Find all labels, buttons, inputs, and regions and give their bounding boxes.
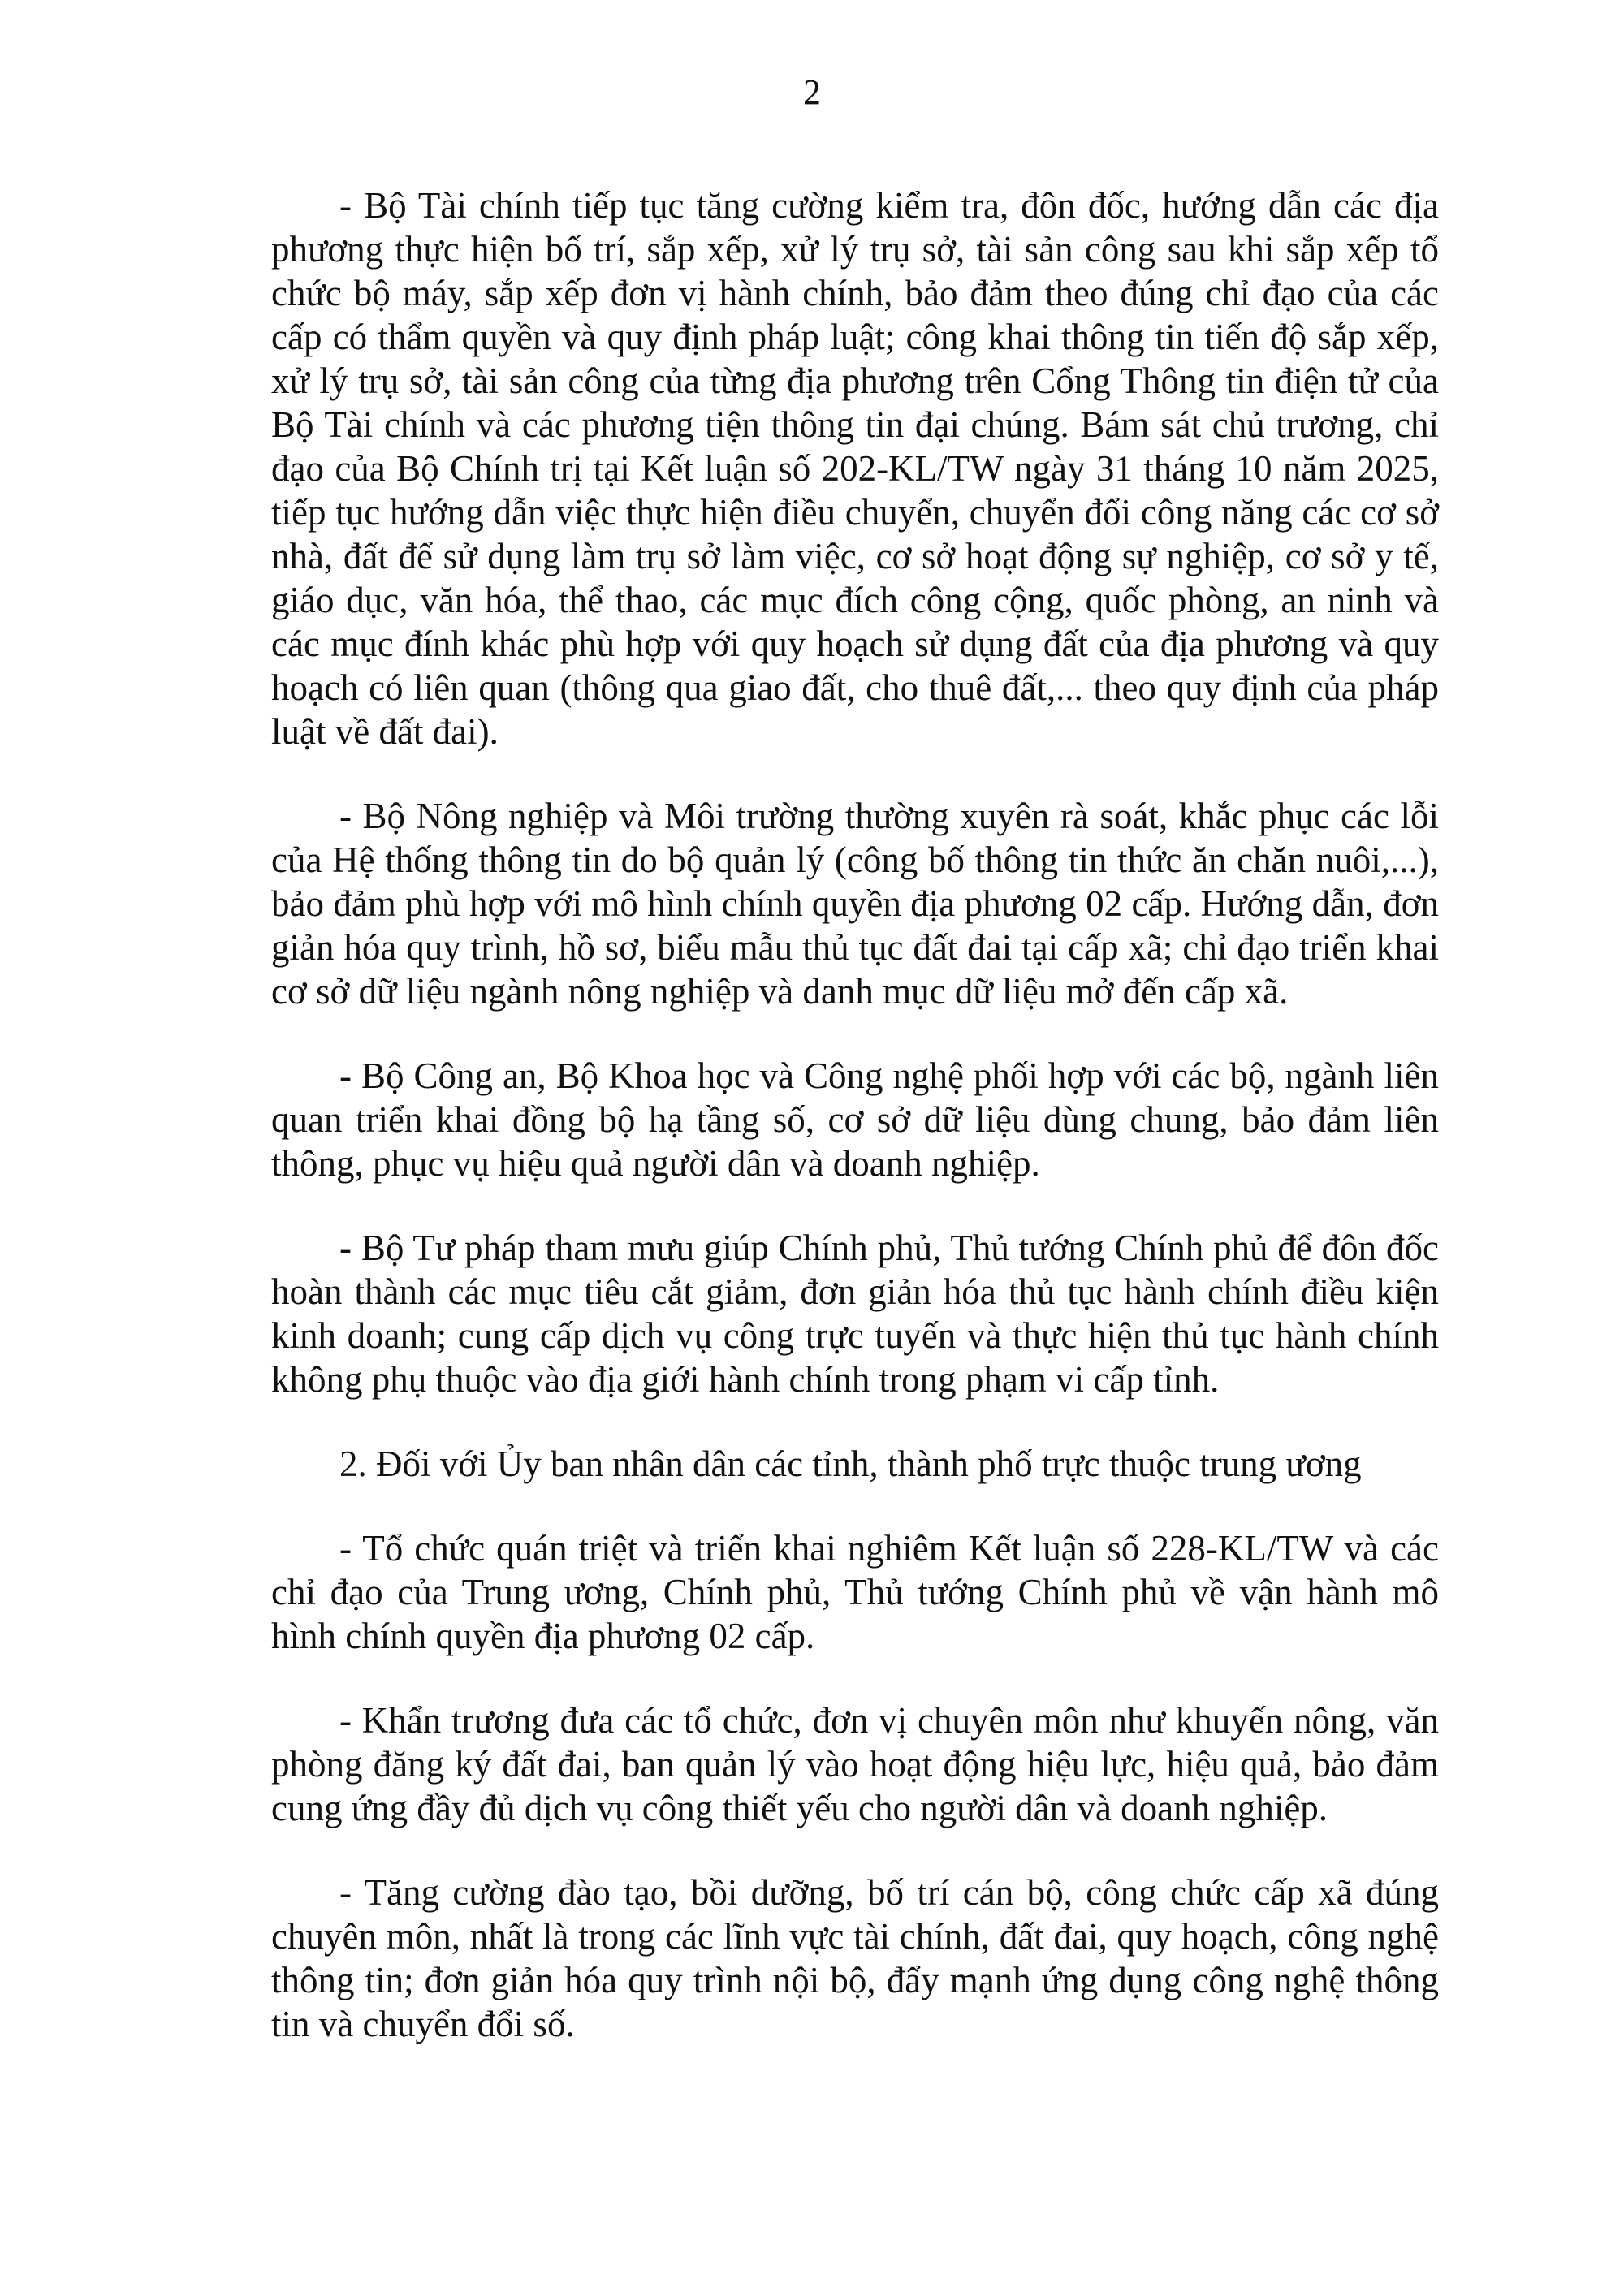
page-number: 2 [803, 72, 821, 112]
document-body [271, 183, 1439, 2046]
paragraph-ministry-of-finance: - Bộ Tài chính tiếp tục tăng cường kiểm tra, đôn đốc, hướng dẫn các địa phương thực hiện bố trí, sắp xếp, xử lý trụ sở, tài sản công sau khi sắp xếp tổ chức bộ máy, sắp xếp đơn vị hành chính, bảo đảm theo đúng chỉ đạo của các cấp có thẩm quyền và quy định pháp luật; công khai thông tin tiến độ sắp xếp, xử lý trụ sở, tài sản công của từng địa phương trên Cổng Thông tin điện tử của Bộ Tài chính và các phương tiện thông tin đại chúng. Bám sát chủ trương, chỉ đạo của Bộ Chính trị tại Kết luận số 202-KL/TW ngày 31 tháng 10 năm 2025, tiếp tục hướng dẫn việc thực hiện điều chuyển, chuyển đổi công năng các cơ sở nhà, đất để sử dụng làm trụ sở làm việc, cơ sở hoạt động sự nghiệp, cơ sở y tế, giáo dục, văn hóa, thể thao, các mục đích công cộng, quốc phòng, an ninh và các mục đính khác phù hợp với quy hoạch sử dụng đất của địa phương và quy hoạch có liên quan (thông qua giao đất, cho thuê đất,... theo quy định của pháp luật về đất đai). [271, 185, 1439, 752]
paragraph-implement-conclusion-228: - Tổ chức quán triệt và triển khai nghiêm Kết luận số 228-KL/TW và các chỉ đạo của Trung ương, Chính phủ, Thủ tướng Chính phủ về vận hành mô hình chính quyền địa phương 02 cấp. [271, 1528, 1439, 1656]
paragraph-training-officials: - Tăng cường đào tạo, bồi dưỡng, bố trí cán bộ, công chức cấp xã đúng chuyên môn, nhất là trong các lĩnh vực tài chính, đất đai, quy hoạch, công nghệ thông tin; đơn giản hóa quy trình nội bộ, đẩy mạnh ứng dụng công nghệ thông tin và chuyển đổi số. [271, 1872, 1439, 2044]
paragraph-ministry-of-agriculture-environment: - Bộ Nông nghiệp và Môi trường thường xuyên rà soát, khắc phục các lỗi của Hệ thống thông tin do bộ quản lý (công bố thông tin thức ăn chăn nuôi,...), bảo đảm phù hợp với mô hình chính quyền địa phương 02 cấp. Hướng dẫn, đơn giản hóa quy trình, hồ sơ, biểu mẫu thủ tục đất đai tại cấp xã; chỉ đạo triển khai cơ sở dữ liệu ngành nông nghiệp và danh mục dữ liệu mở đến cấp xã. [271, 796, 1439, 1012]
section-heading-provincial-committees: 2. Đối với Ủy ban nhân dân các tỉnh, thành phố trực thuộc trung ương [339, 1444, 1362, 1484]
paragraph-ministry-of-justice: - Bộ Tư pháp tham mưu giúp Chính phủ, Thủ tướng Chính phủ để đôn đốc hoàn thành các mục tiêu cắt giảm, đơn giản hóa thủ tục hành chính điều kiện kinh doanh; cung cấp dịch vụ công trực tuyến và thực hiện thủ tục hành chính không phụ thuộc vào địa giới hành chính trong phạm vi cấp tỉnh. [271, 1228, 1439, 1400]
paragraph-ministry-of-public-security-science: - Bộ Công an, Bộ Khoa học và Công nghệ phối hợp với các bộ, ngành liên quan triển khai đồng bộ hạ tầng số, cơ sở dữ liệu dùng chung, bảo đảm liên thông, phục vụ hiệu quả người dân và doanh nghiệp. [271, 1055, 1439, 1184]
paragraph-specialized-units: - Khẩn trương đưa các tổ chức, đơn vị chuyên môn như khuyến nông, văn phòng đăng ký đất đai, ban quản lý vào hoạt động hiệu lực, hiệu quả, bảo đảm cung ứng đầy đủ dịch vụ công thiết yếu cho người dân và doanh nghiệp. [271, 1700, 1439, 1828]
